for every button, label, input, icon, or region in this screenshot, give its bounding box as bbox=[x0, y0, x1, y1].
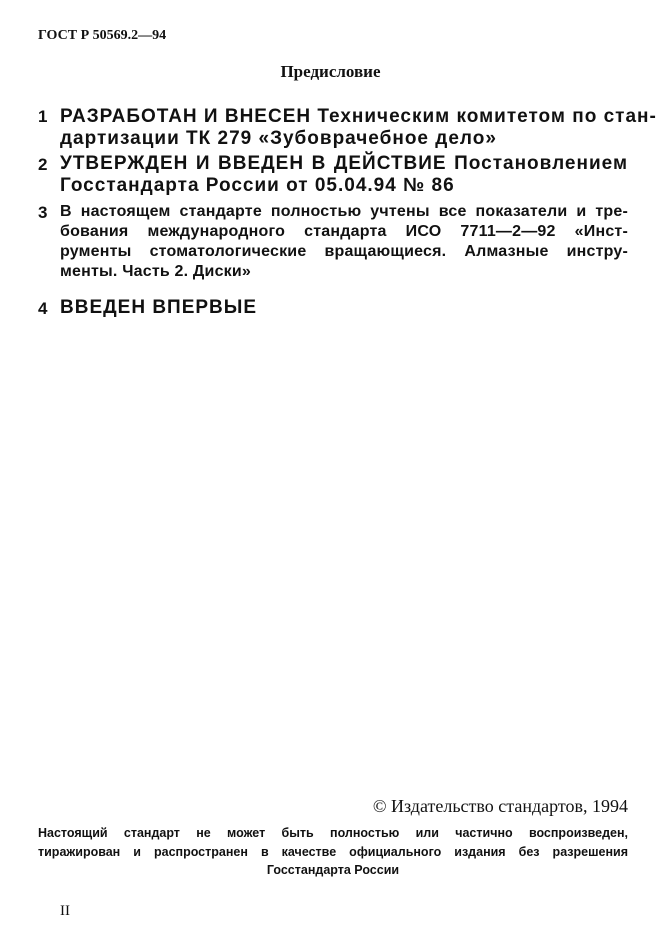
item-number: 4 bbox=[38, 299, 48, 318]
document-header: ГОСТ Р 50569.2—94 bbox=[38, 28, 167, 43]
item-2-line-1: УТВЕРЖДЕН И ВВЕДЕН В ДЕЙСТВИЕ Постановлением bbox=[60, 153, 628, 174]
item-4-line-1: ВВЕДЕН ВПЕРВЫЕ bbox=[60, 297, 258, 318]
item-3-line-4: менты. Часть 2. Диски» bbox=[60, 263, 252, 280]
item-1-line-1: РАЗРАБОТАН И ВНЕСЕН Техническим комитетом по стан- bbox=[60, 106, 657, 127]
item-1-line-2: дартизации ТК 279 «Зубоврачебное дело» bbox=[60, 128, 497, 149]
copyright: © Издательство стандартов, 1994 bbox=[372, 796, 628, 816]
item-number: 2 bbox=[38, 155, 48, 174]
item-number: 3 bbox=[38, 203, 48, 222]
item-3-line-1: В настоящем стандарте полностью учтены все показатели и тре- bbox=[60, 203, 628, 220]
notice-line-3: Госстандарта России bbox=[266, 863, 400, 877]
section-title: Предисловие bbox=[280, 62, 381, 81]
notice-line-2: тиражирован и распространен в качестве официального издания без разрешения bbox=[38, 845, 628, 859]
item-3-line-3: рументы стоматологические вращающиеся. Алмазные инстру- bbox=[60, 243, 628, 260]
item-2-line-2: Госстандарта России от 05.04.94 № 86 bbox=[60, 175, 455, 196]
item-number: 1 bbox=[38, 107, 48, 126]
notice-line-1: Настоящий стандарт не может быть полностью или частично воспроизведен, bbox=[38, 826, 628, 840]
item-3-line-2: бования международного стандарта ИСО 7711—2—92 «Инст- bbox=[60, 223, 628, 240]
page-number: II bbox=[60, 903, 70, 919]
